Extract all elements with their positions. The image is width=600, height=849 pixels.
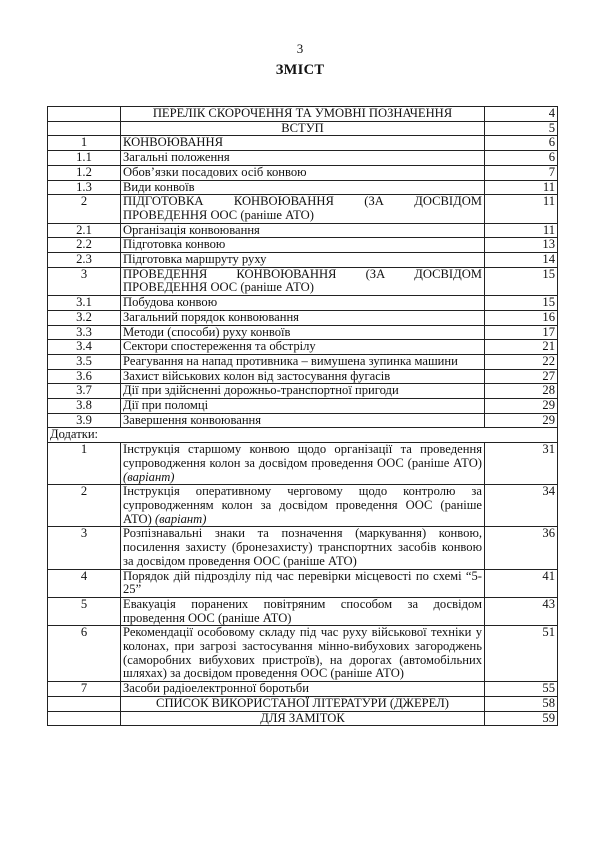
page-ref: 15 [485,267,558,295]
appendix-title[interactable] [121,626,485,682]
table-row [48,369,558,384]
variant-note: (варіант) [154,511,207,526]
section-number [48,711,121,726]
page-ref: 58 [485,696,558,711]
table-row [48,180,558,195]
section-number: 2.3 [48,253,121,268]
section-title[interactable]: Сектори спостереження та обстрілу [121,340,485,355]
section-number: 3 [48,267,121,295]
appendix-title[interactable] [121,443,485,485]
section-number: 1.3 [48,180,121,195]
table-row [48,107,558,122]
section-title[interactable]: Методи (способи) руху конвоїв [121,325,485,340]
appendix-title-text: Евакуація поранених повітряним способом за досвідом проведення ООС (раніше АТО) [123,596,482,625]
table-of-contents [47,106,558,726]
section-title[interactable]: Обов’язки посадових осіб конвою [121,165,485,180]
appendix-number: 6 [48,626,121,682]
section-title[interactable]: Організація конвоювання [121,223,485,238]
page-ref: 7 [485,165,558,180]
appendix-title-text: Інструкція старшому конвою щодо організації та проведення супроводження колон за досвідом проведення ООС (раніше АТО) [123,442,482,470]
section-number: 2.1 [48,223,121,238]
table-row [48,151,558,166]
section-title[interactable]: ДЛЯ ЗАМІТОК [121,711,485,726]
appendix-number: 5 [48,597,121,625]
table-row [48,384,558,399]
page-ref: 59 [485,711,558,726]
appendix-number: 4 [48,569,121,597]
page-ref: 15 [485,296,558,311]
section-title[interactable]: Побудова конвою [121,296,485,311]
page-ref: 16 [485,310,558,325]
section-title[interactable]: Загальний порядок конвоювання [121,310,485,325]
section-title[interactable]: Захист військових колон від застосування фугасів [121,369,485,384]
section-number: 1.1 [48,151,121,166]
page-ref: 11 [485,180,558,195]
appendix-title-text: Рекомендації особовому складу під час руху військової техніки у колонах, при загрозі застосування мінно-вибухових загороджень (саморобних вибухових пристроїв), на дорогах (автомобільних шляхах) за досвідом проведення ООС (раніше АТО) [123,625,482,681]
section-number [48,107,121,122]
page-ref: 41 [485,569,558,597]
appendix-number: 7 [48,682,121,697]
section-number: 2.2 [48,238,121,253]
table-row [48,485,558,527]
page-ref: 22 [485,354,558,369]
page-ref: 55 [485,682,558,697]
page-ref: 27 [485,369,558,384]
page-ref: 21 [485,340,558,355]
page-ref: 43 [485,597,558,625]
appendix-title[interactable] [121,682,485,697]
page-ref: 17 [485,325,558,340]
page-ref: 5 [485,121,558,136]
section-number: 3.3 [48,325,121,340]
table-row [48,165,558,180]
table-row [48,399,558,414]
section-number [48,121,121,136]
table-row [48,443,558,485]
table-row [48,136,558,151]
table-row [48,296,558,311]
section-title[interactable]: ПІДГОТОВКА КОНВОЮВАННЯ (ЗА ДОСВІДОМ ПРОВЕДЕННЯ ООС (раніше АТО) [121,195,485,223]
page-ref: 11 [485,195,558,223]
table-row [48,253,558,268]
appendix-title[interactable] [121,485,485,527]
section-title[interactable]: Загальні положення [121,151,485,166]
section-title[interactable]: Підготовка конвою [121,238,485,253]
page-ref: 29 [485,413,558,428]
appendix-number: 2 [48,485,121,527]
page-ref: 13 [485,238,558,253]
appendix-title-text: Порядок дій підрозділу під час перевірки місцевості по схемі “5-25” [123,568,482,597]
page-ref: 31 [485,443,558,485]
table-row [48,340,558,355]
section-number: 3.6 [48,369,121,384]
page-number: 3 [296,41,304,56]
table-row [48,238,558,253]
page-ref: 14 [485,253,558,268]
section-title[interactable]: СПИСОК ВИКОРИСТАНОЇ ЛІТЕРАТУРИ (ДЖЕРЕЛ) [121,696,485,711]
page-ref: 11 [485,223,558,238]
table-row [48,325,558,340]
variant-note: (варіант) [123,469,175,484]
section-title[interactable]: Дії при здійсненні дорожньо-транспортної пригоди [121,384,485,399]
section-title[interactable]: КОНВОЮВАННЯ [121,136,485,151]
table-row [48,569,558,597]
section-number: 3.5 [48,354,121,369]
section-number: 3.2 [48,310,121,325]
appendix-title-text: Засоби радіоелектронної боротьби [123,681,309,696]
table-row [48,711,558,726]
section-title[interactable]: Підготовка маршруту руху [121,253,485,268]
page-ref: 28 [485,384,558,399]
table-row [48,354,558,369]
page-ref: 34 [485,485,558,527]
table-row [48,527,558,569]
table-row [48,428,558,443]
section-number: 3.4 [48,340,121,355]
section-title[interactable]: ПРОВЕДЕННЯ КОНВОЮВАННЯ (ЗА ДОСВІДОМ ПРОВЕДЕННЯ ООС (раніше АТО) [121,267,485,295]
table-row [48,597,558,625]
appendix-label: Додатки: [48,428,558,443]
page-ref: 51 [485,626,558,682]
table-row [48,195,558,223]
appendix-title[interactable] [121,597,485,625]
appendix-title[interactable] [121,569,485,597]
section-title[interactable]: Реагування на напад противника – вимушена зупинка машини [121,354,485,369]
table-row [48,223,558,238]
section-number: 3.9 [48,413,121,428]
table-row [48,696,558,711]
section-number: 1 [48,136,121,151]
appendix-number: 1 [48,443,121,485]
section-title[interactable]: Види конвоїв [121,180,485,195]
table-row [48,267,558,295]
section-title[interactable]: Завершення конвоювання [121,413,485,428]
section-title[interactable]: ВСТУП [121,121,485,136]
page-title: ЗМІСТ [275,62,325,78]
table-row [48,310,558,325]
section-number [48,696,121,711]
page-ref: 4 [485,107,558,122]
toc-body [48,107,558,726]
table-row [48,413,558,428]
page-ref: 6 [485,136,558,151]
table-row [48,682,558,697]
appendix-title-text: Розпізнавальні знаки та позначення (маркування) конвою, посилення захисту (бронезахисту) транспортних засобів конвою за досвідом проведення ООС (раніше АТО) [123,526,482,568]
page-ref: 36 [485,527,558,569]
section-number: 3.1 [48,296,121,311]
appendix-title[interactable] [121,527,485,569]
section-number: 3.8 [48,399,121,414]
appendix-number: 3 [48,527,121,569]
page-ref: 29 [485,399,558,414]
section-number: 2 [48,195,121,223]
section-number: 1.2 [48,165,121,180]
section-number: 3.7 [48,384,121,399]
section-title[interactable]: Дії при поломці [121,399,485,414]
table-row [48,121,558,136]
table-row [48,626,558,682]
section-title[interactable]: ПЕРЕЛІК СКОРОЧЕННЯ ТА УМОВНІ ПОЗНАЧЕННЯ [121,107,485,122]
appendix-title-text: Інструкція оперативному черговому щодо контролю за супроводженням колон за досвідом проведення ООС (раніше АТО) [123,484,482,526]
page-ref: 6 [485,151,558,166]
